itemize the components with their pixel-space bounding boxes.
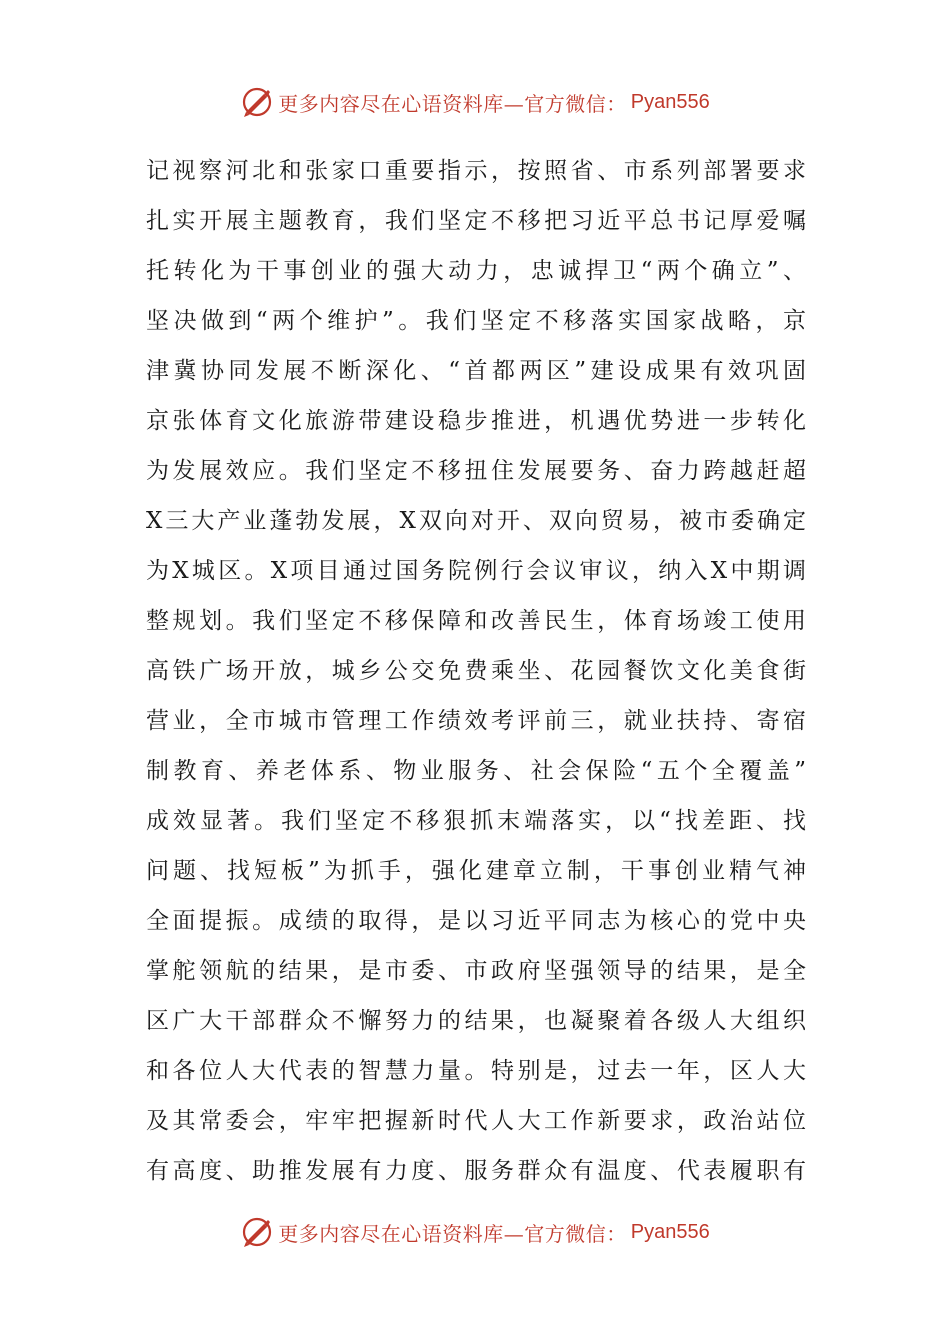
header-banner-handle: Pyan556 — [630, 90, 710, 113]
body-line: 掌舵领航的结果，是市委、市政府坚强领导的结果，是全 — [146, 958, 806, 984]
header-banner-text: 更多内容尽在心语资料库—官方微信： — [278, 91, 627, 116]
body-line: 津冀协同发展不断深化、“首都两区”建设成果有效巩固 — [146, 358, 806, 384]
body-line: 记视察河北和张家口重要指示，按照省、市系列部署要求 — [146, 158, 806, 184]
body-line: 问题、找短板”为抓手，强化建章立制，干事创业精气神 — [146, 858, 806, 884]
body-line: 制教育、养老体系、物业服务、社会保险“五个全覆盖” — [146, 758, 806, 784]
body-line: X三大产业蓬勃发展，X双向对开、双向贸易，被市委确定 — [146, 508, 806, 534]
body-line: 和各位人大代表的智慧力量。特别是，过去一年，区人大 — [146, 1058, 806, 1084]
pen-logo-icon — [240, 85, 274, 119]
body-line: 营业，全市城市管理工作绩效考评前三，就业扶持、寄宿 — [146, 708, 806, 734]
body-line: 有高度、助推发展有力度、服务群众有温度、代表履职有 — [146, 1158, 806, 1184]
footer-banner-text: 更多内容尽在心语资料库—官方微信： — [278, 1221, 627, 1246]
body-line: 扎实开展主题教育，我们坚定不移把习近平总书记厚爱嘱 — [146, 208, 806, 234]
document-body — [146, 146, 806, 1196]
body-line: 托转化为干事创业的强大动力，忠诚捍卫“两个确立”、 — [146, 258, 806, 284]
body-line: 整规划。我们坚定不移保障和改善民生，体育场竣工使用 — [146, 608, 806, 634]
footer-banner — [0, 1212, 950, 1252]
pen-logo-icon — [240, 1215, 274, 1249]
body-line: 区广大干部群众不懈努力的结果，也凝聚着各级人大组织 — [146, 1008, 806, 1034]
footer-banner-handle: Pyan556 — [630, 1220, 710, 1243]
body-line: 京张体育文化旅游带建设稳步推进，机遇优势进一步转化 — [146, 408, 806, 434]
body-line: 为发展效应。我们坚定不移扭住发展要务、奋力跨越赶超 — [146, 458, 806, 484]
body-line: 高铁广场开放，城乡公交免费乘坐、花园餐饮文化美食街 — [146, 658, 806, 684]
header-banner — [0, 82, 950, 122]
body-line: 全面提振。成绩的取得，是以习近平同志为核心的党中央 — [146, 908, 806, 934]
body-line: 坚决做到“两个维护”。我们坚定不移落实国家战略，京 — [146, 308, 806, 334]
body-line: 成效显著。我们坚定不移狠抓末端落实，以“找差距、找 — [146, 808, 806, 834]
body-line: 为X城区。X项目通过国务院例行会议审议，纳入X中期调 — [146, 558, 806, 584]
body-line: 及其常委会，牢牢把握新时代人大工作新要求，政治站位 — [146, 1108, 806, 1134]
